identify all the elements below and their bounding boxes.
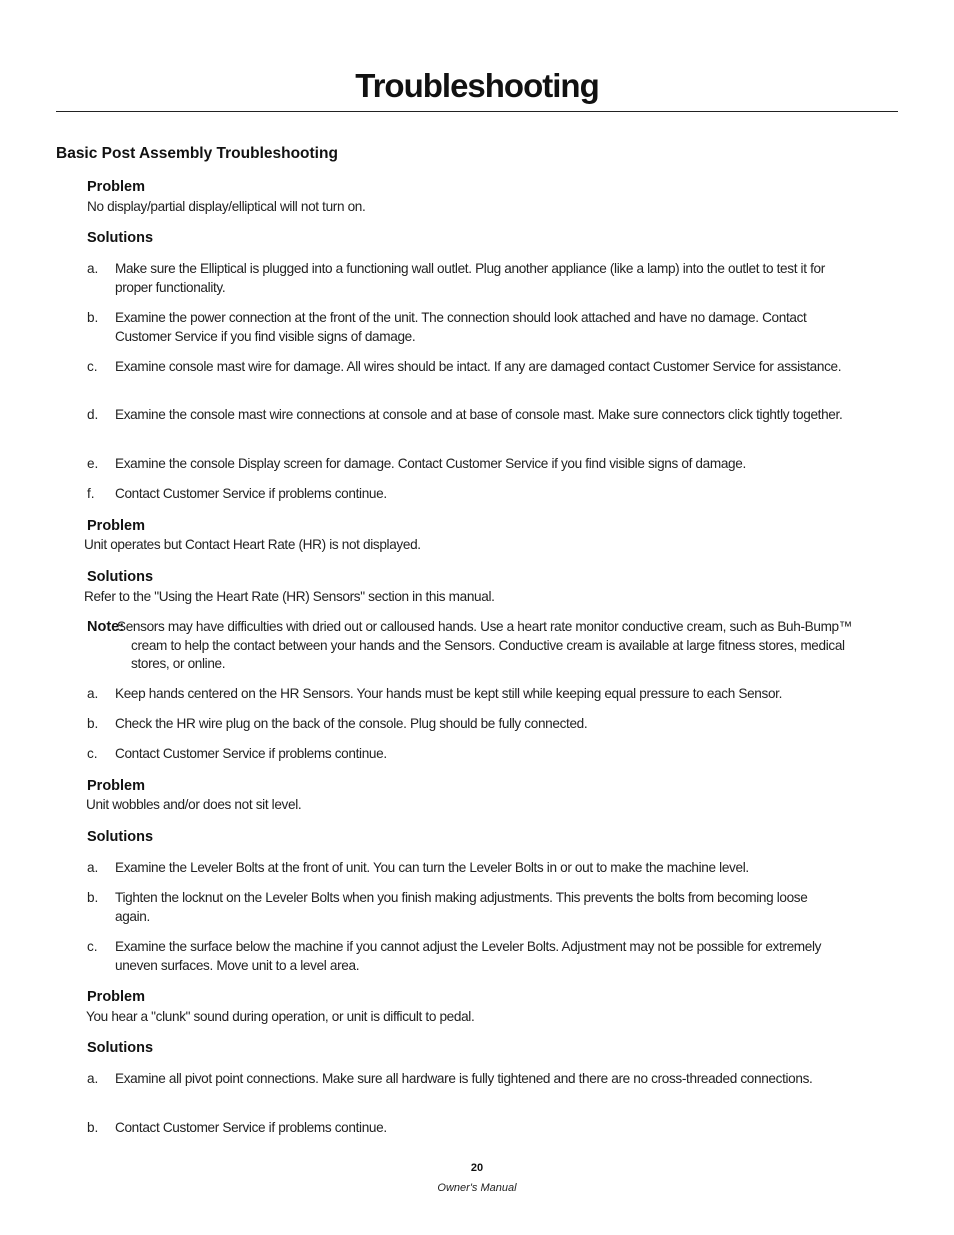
list-item-text: Keep hands centered on the HR Sensors. Your hands must be kept still while keeping equal pressure to each Sensor. xyxy=(115,686,783,701)
list-item-text: Examine the console Display screen for damage. Contact Customer Service if you find visible signs of damage. xyxy=(115,456,746,471)
list-item-letter: a. xyxy=(87,860,99,875)
list-item-letter: d. xyxy=(87,407,99,422)
list-item-text: Contact Customer Service if problems continue. xyxy=(115,486,387,501)
solutions-label: Solutions xyxy=(87,829,154,845)
list-item-letter: b. xyxy=(87,716,99,731)
problem-label: Problem xyxy=(87,989,146,1005)
list-item-text: Make sure the Elliptical is plugged into a functioning wall outlet. Plug another appliance (like a lamp) into the outlet to test it for proper functionality. xyxy=(115,261,825,295)
solutions-label: Solutions xyxy=(87,1040,154,1056)
problem-label: Problem xyxy=(87,518,146,534)
problem-text: Unit operates but Contact Heart Rate (HR) is not displayed. xyxy=(84,537,421,552)
problem-label: Problem xyxy=(87,179,146,195)
solutions-label: Solutions xyxy=(87,569,154,585)
list-item-letter: f. xyxy=(87,486,95,501)
problem-text: No display/partial display/elliptical will not turn on. xyxy=(87,199,366,214)
list-item-letter: a. xyxy=(87,261,99,276)
problem-text: You hear a "clunk" sound during operation, or unit is difficult to pedal. xyxy=(86,1009,475,1024)
list-item-letter: b. xyxy=(87,1120,99,1135)
note-label: Note: xyxy=(87,619,125,635)
problem-label: Problem xyxy=(87,778,146,794)
list-item-text: Examine all pivot point connections. Make sure all hardware is fully tightened and there are no cross-threaded connections. xyxy=(115,1071,813,1086)
list-item-text: Tighten the locknut on the Leveler Bolts when you finish making adjustments. This prevents the bolts from becoming loose again. xyxy=(115,890,808,924)
list-item-text: Contact Customer Service if problems continue. xyxy=(115,746,387,761)
list-item-text: Examine the power connection at the front of the unit. The connection should look attached and have no damage. Contact Customer Service if you find visible signs of damage. xyxy=(115,310,807,344)
list-item-text: Check the HR wire plug on the back of the console. Plug should be fully connected. xyxy=(115,716,588,731)
list-item-letter: c. xyxy=(87,939,98,954)
page-number: 20 xyxy=(470,1162,484,1174)
list-item-letter: a. xyxy=(87,686,99,701)
list-item-text: Examine console mast wire for damage. All wires should be intact. If any are damaged contact Customer Service for assistance. xyxy=(115,359,842,374)
note-text: Sensors may have difficulties with dried out or calloused hands. Use a heart rate monitor conductive cream, such as Buh-Bump™ cream to help the contact between your hands and the Sensors. Conductive cream is available at large fitness stores, medical stores, or online. xyxy=(117,619,853,672)
list-item-text: Examine the surface below the machine if you cannot adjust the Leveler Bolts. Adjustment may not be possible for extremely uneven surfaces. Move unit to a level area. xyxy=(115,939,822,973)
list-item-text: Contact Customer Service if problems continue. xyxy=(115,1120,387,1135)
list-item-letter: a. xyxy=(87,1071,99,1086)
problem-text: Unit wobbles and/or does not sit level. xyxy=(86,797,302,812)
solutions-label: Solutions xyxy=(87,230,154,246)
list-item-text: Examine the Leveler Bolts at the front of unit. You can turn the Leveler Bolts in or out to make the machine level. xyxy=(115,860,749,875)
list-item-letter: e. xyxy=(87,456,99,471)
solutions-text: Refer to the "Using the Heart Rate (HR) Sensors" section in this manual. xyxy=(84,589,495,604)
page-title: Troubleshooting xyxy=(355,67,599,104)
list-item-letter: b. xyxy=(87,310,99,325)
list-item-letter: b. xyxy=(87,890,99,905)
section-title: Basic Post Assembly Troubleshooting xyxy=(56,145,338,162)
list-item-letter: c. xyxy=(87,746,98,761)
list-item-text: Examine the console mast wire connections at console and at base of console mast. Make sure connectors click tightly together. xyxy=(115,407,843,422)
footer-text: Owner's Manual xyxy=(437,1182,517,1194)
title-rule xyxy=(56,111,898,112)
list-item-letter: c. xyxy=(87,359,98,374)
